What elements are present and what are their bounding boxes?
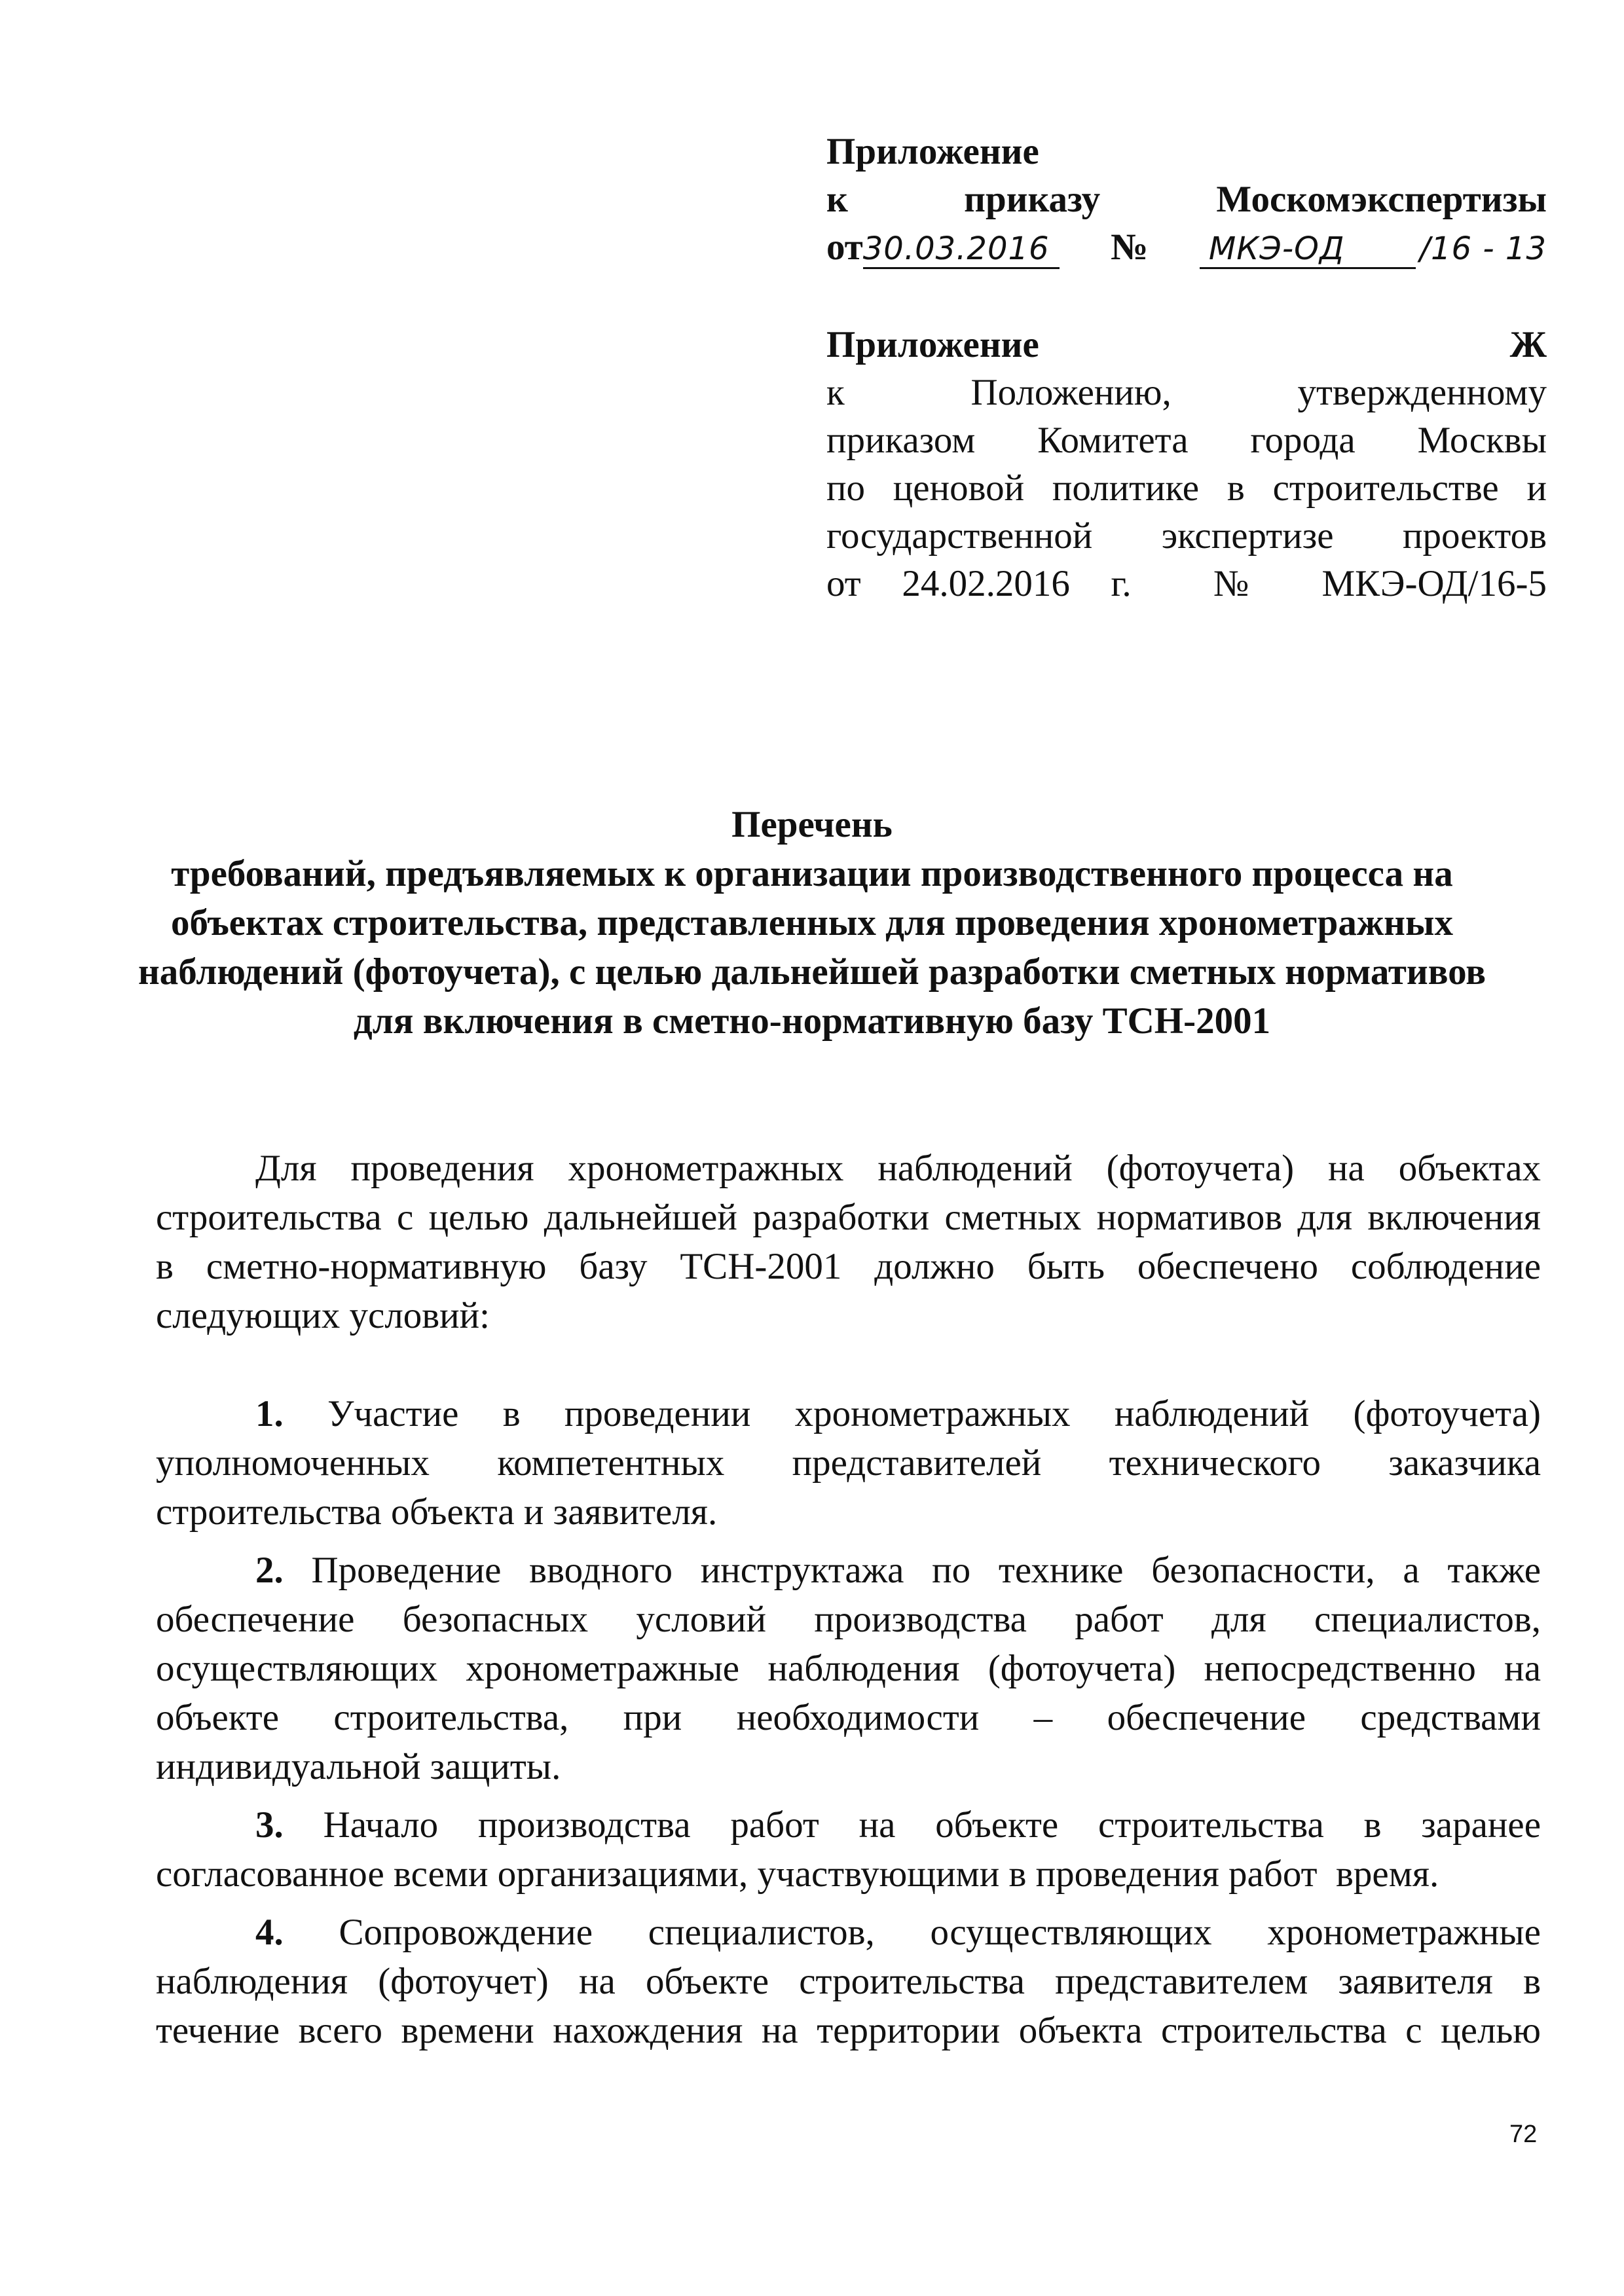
handwritten-number xyxy=(1200,230,1416,269)
list-item-text: Сопровождение специалистов, осуществляющих хронометражные xyxy=(339,1912,1541,1953)
paragraph-line: строительства с целью дальнейшей разработки сметных нормативов для включения xyxy=(156,1197,1541,1238)
document-title xyxy=(118,800,1506,1046)
paragraph-line: согласованное всеми организациями, участвующими в проведения работ время. xyxy=(156,1853,1439,1895)
list-item xyxy=(156,1800,1541,1899)
number-sign: № xyxy=(1059,227,1200,268)
paragraph-line: уполномоченных компетентных представителей технического заказчика xyxy=(156,1442,1541,1484)
order-reference: к приказу Москомэкспертизы xyxy=(826,179,1547,220)
appendix-header xyxy=(826,128,1547,608)
paragraph-line: индивидуальной защиты. xyxy=(156,1746,561,1787)
list-item-number: 3. xyxy=(255,1804,284,1846)
list-item-number: 4. xyxy=(255,1912,284,1953)
paragraph-line: Для проведения хронометражных наблюдений (фотоучета) на объектах xyxy=(255,1148,1541,1189)
appendix-z-line: приказом Комитета города Москвы xyxy=(826,420,1547,461)
appendix-z-line: от 24.02.2016 г. № МКЭ-ОД/16-5 xyxy=(826,563,1547,604)
paragraph-line: наблюдения (фотоучет) на объекте строительства представителем заявителя в xyxy=(156,1961,1541,2002)
document-body xyxy=(156,1144,1541,2055)
list-item-first-line xyxy=(156,1800,1541,1850)
list-item xyxy=(156,1908,1541,2055)
title-line: наблюдений (фотоучета), с целью дальнейшей разработки сметных нормативов xyxy=(138,951,1486,993)
title-line: для включения в сметно-нормативную базу ТСН-2001 xyxy=(353,1000,1271,1042)
paragraph-line: следующих условий: xyxy=(156,1295,490,1336)
title-line: требований, предъявляемых к организации производственного процесса на xyxy=(171,853,1453,894)
paragraph-line: осуществляющих хронометражные наблюдения (фотоучета) непосредственно на xyxy=(156,1648,1541,1689)
appendix-z-title: Приложение Ж xyxy=(826,324,1547,365)
appendix-z-line: государственной экспертизе проектов xyxy=(826,515,1547,556)
handwritten-date: 30.03.2016 xyxy=(863,230,1060,269)
page-number: 72 xyxy=(1509,2121,1538,2148)
appendix-z-line: по ценовой политике в строительстве и xyxy=(826,467,1547,509)
title-line: объектах строительства, представленных для проведения хронометражных xyxy=(170,902,1453,943)
appendix-label: Приложение xyxy=(826,131,1039,172)
paragraph-line: в сметно-нормативную базу ТСН-2001 должно быть обеспечено соблюдение xyxy=(156,1246,1541,1287)
appendix-z-line: к Положению, утвержденному xyxy=(826,372,1547,413)
paragraph-line: обеспечение безопасных условий производства работ для специалистов, xyxy=(156,1599,1541,1640)
list-item-number: 2. xyxy=(255,1550,284,1591)
list-item-first-line xyxy=(156,1908,1541,1957)
list-item-text: Участие в проведении хронометражных наблюдений (фотоучета) xyxy=(327,1393,1541,1434)
handwritten-number-suffix: /16 - 13 xyxy=(1419,230,1547,267)
list-item-text: Начало производства работ на объекте строительства в заранее xyxy=(323,1804,1541,1846)
list-item xyxy=(156,1546,1541,1791)
order-date-number-line xyxy=(826,223,1547,273)
list-item xyxy=(156,1389,1541,1537)
paragraph-line: строительства объекта и заявителя. xyxy=(156,1491,718,1533)
appendix-z-block xyxy=(826,321,1547,608)
paragraph-line: течение всего времени нахождения на территории объекта строительства с целью xyxy=(156,2010,1541,2051)
paragraph-line: объекте строительства, при необходимости – обеспечение средствами xyxy=(156,1697,1541,1738)
from-label: от xyxy=(826,227,863,268)
list-item-first-line xyxy=(156,1546,1541,1595)
title-line: Перечень xyxy=(731,804,893,845)
handwritten-number-main: МКЭ-ОД xyxy=(1208,230,1345,267)
list-item-text: Проведение вводного инструктажа по технике безопасности, а также xyxy=(311,1550,1541,1591)
list-item-first-line xyxy=(156,1389,1541,1438)
list-item-number: 1. xyxy=(255,1393,284,1434)
intro-paragraph xyxy=(156,1144,1541,1340)
